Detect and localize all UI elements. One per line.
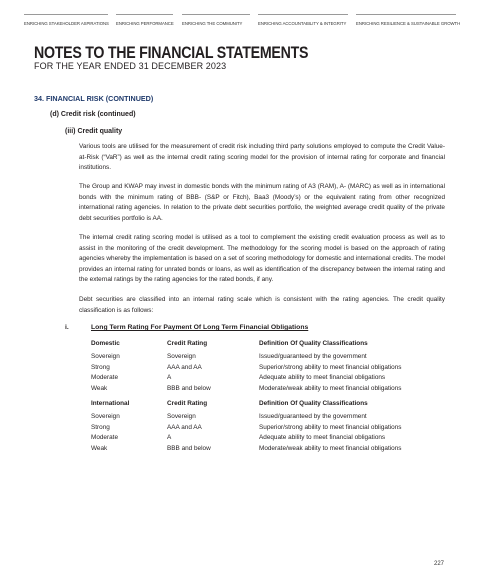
table-cell: Strong xyxy=(91,363,110,371)
paragraph-bond-ratings: The Group and KWAP may invest in domestic bonds with the minimum rating of A3 (RAM), A- (MARC) as well as in international bonds with the minimum rating of BBB- (S&P or Fitch), Baa3 (Moody’s) or the equivalent rating from other recognized international rating agencies. In relation to the private debt securities portfolio, the weighted average credit quality of the private debt securities portfolio is AA. xyxy=(79,183,445,222)
table-row xyxy=(91,385,451,396)
table-row xyxy=(91,353,451,364)
table-row xyxy=(91,445,451,456)
table-cell: AAA and AA xyxy=(167,423,202,431)
subsection-heading: (d) Credit risk (continued) xyxy=(50,111,136,118)
table-row xyxy=(91,434,451,445)
table-row xyxy=(91,364,451,375)
table-cell: Adequate ability to meet financial obligations xyxy=(259,374,386,382)
paragraph-classification: Debt securities are classified into an internal rating scale which is consistent with the rating agencies. The credit quality classification is as follows: xyxy=(79,296,445,314)
table-cell: Sovereign xyxy=(167,353,196,360)
nav-item-community[interactable]: ENRICHING THE COMMUNITY xyxy=(182,14,250,34)
column-header: Definition Of Quality Classifications xyxy=(259,400,368,407)
column-header: Domestic xyxy=(91,340,120,347)
table-cell: BBB and below xyxy=(167,444,211,452)
table-cell: Strong xyxy=(91,423,110,431)
list-marker: i. xyxy=(65,324,69,331)
top-navigation xyxy=(24,14,461,30)
page-subtitle: FOR THE YEAR ENDED 31 DECEMBER 2023 xyxy=(34,61,227,71)
table-header-row xyxy=(91,340,451,353)
column-header: Definition Of Quality Classifications xyxy=(259,340,368,347)
table-cell: Moderate/weak ability to meet financial obligations xyxy=(259,384,402,392)
table-row xyxy=(91,374,451,385)
table-cell: Moderate/weak ability to meet financial obligations xyxy=(259,444,402,452)
nav-item-accountability[interactable]: ENRICHING ACCOUNTABILITY & INTEGRITY xyxy=(258,14,348,34)
table-cell: A xyxy=(167,374,172,382)
table-cell: Moderate xyxy=(91,374,118,382)
nav-item-resilience[interactable]: ENRICHING RESILIENCE & SUSTAINABLE GROWTH xyxy=(356,14,456,34)
table-header-row xyxy=(91,400,451,413)
page-title: NOTES TO THE FINANCIAL STATEMENTS xyxy=(34,44,309,62)
table-cell: BBB and below xyxy=(167,384,211,392)
column-header: Credit Rating xyxy=(167,400,208,407)
list-item-title: Long Term Rating For Payment Of Long Term Financial Obligations xyxy=(91,324,309,331)
table-cell: Sovereign xyxy=(167,413,196,420)
table-row xyxy=(91,413,451,424)
paragraph-tools: Various tools are utilised for the measurement of credit risk including third party solutions employed to compute the Credit Value-at-Risk (“VaR”) as well as the internal credit rating scoring model for the provision of internal rating for corporate and financial institutions. xyxy=(79,143,445,172)
column-header: Credit Rating xyxy=(167,340,208,347)
nav-item-stakeholder[interactable]: ENRICHING STAKEHOLDER ASPIRATIONS xyxy=(24,14,108,34)
table-cell: Adequate ability to meet financial obligations xyxy=(259,434,386,442)
international-rating-table xyxy=(91,400,451,455)
table-cell: A xyxy=(167,434,172,442)
table-cell: Sovereign xyxy=(91,413,120,420)
page-number: 227 xyxy=(434,561,445,567)
subsubsection-heading: (iii) Credit quality xyxy=(65,128,123,135)
table-cell: Superior/strong ability to meet financial obligations xyxy=(259,423,402,431)
table-cell: Superior/strong ability to meet financial obligations xyxy=(259,363,402,371)
table-cell: Weak xyxy=(91,444,108,452)
table-cell: Issued/guaranteed by the government xyxy=(259,353,367,360)
nav-item-performance[interactable]: ENRICHING PERFORMANCE xyxy=(116,14,173,34)
table-cell: AAA and AA xyxy=(167,363,202,371)
table-cell: Issued/guaranteed by the government xyxy=(259,413,367,420)
table-cell: Weak xyxy=(91,384,108,392)
table-row xyxy=(91,424,451,435)
table-cell: Sovereign xyxy=(91,353,120,360)
section-heading: 34. FINANCIAL RISK (CONTINUED) xyxy=(34,94,154,103)
column-header: International xyxy=(91,400,130,407)
table-cell: Moderate xyxy=(91,434,118,442)
domestic-rating-table xyxy=(91,340,451,395)
paragraph-scoring-model: The internal credit rating scoring model is utilised as a tool to complement the existing credit evaluation process as well as to assist in the monitoring of the credit development. The methodology for the scoring model is based on the approach of rating agencies whereby the implementation is based on a set of scoring methodology for domestic and international credits. The model provides an internal rating for unrated bonds or loans, as well as identification of the discrepancy between the internal rating and the external ratings by the rating agencies for the rated bonds, if any. xyxy=(79,234,445,284)
